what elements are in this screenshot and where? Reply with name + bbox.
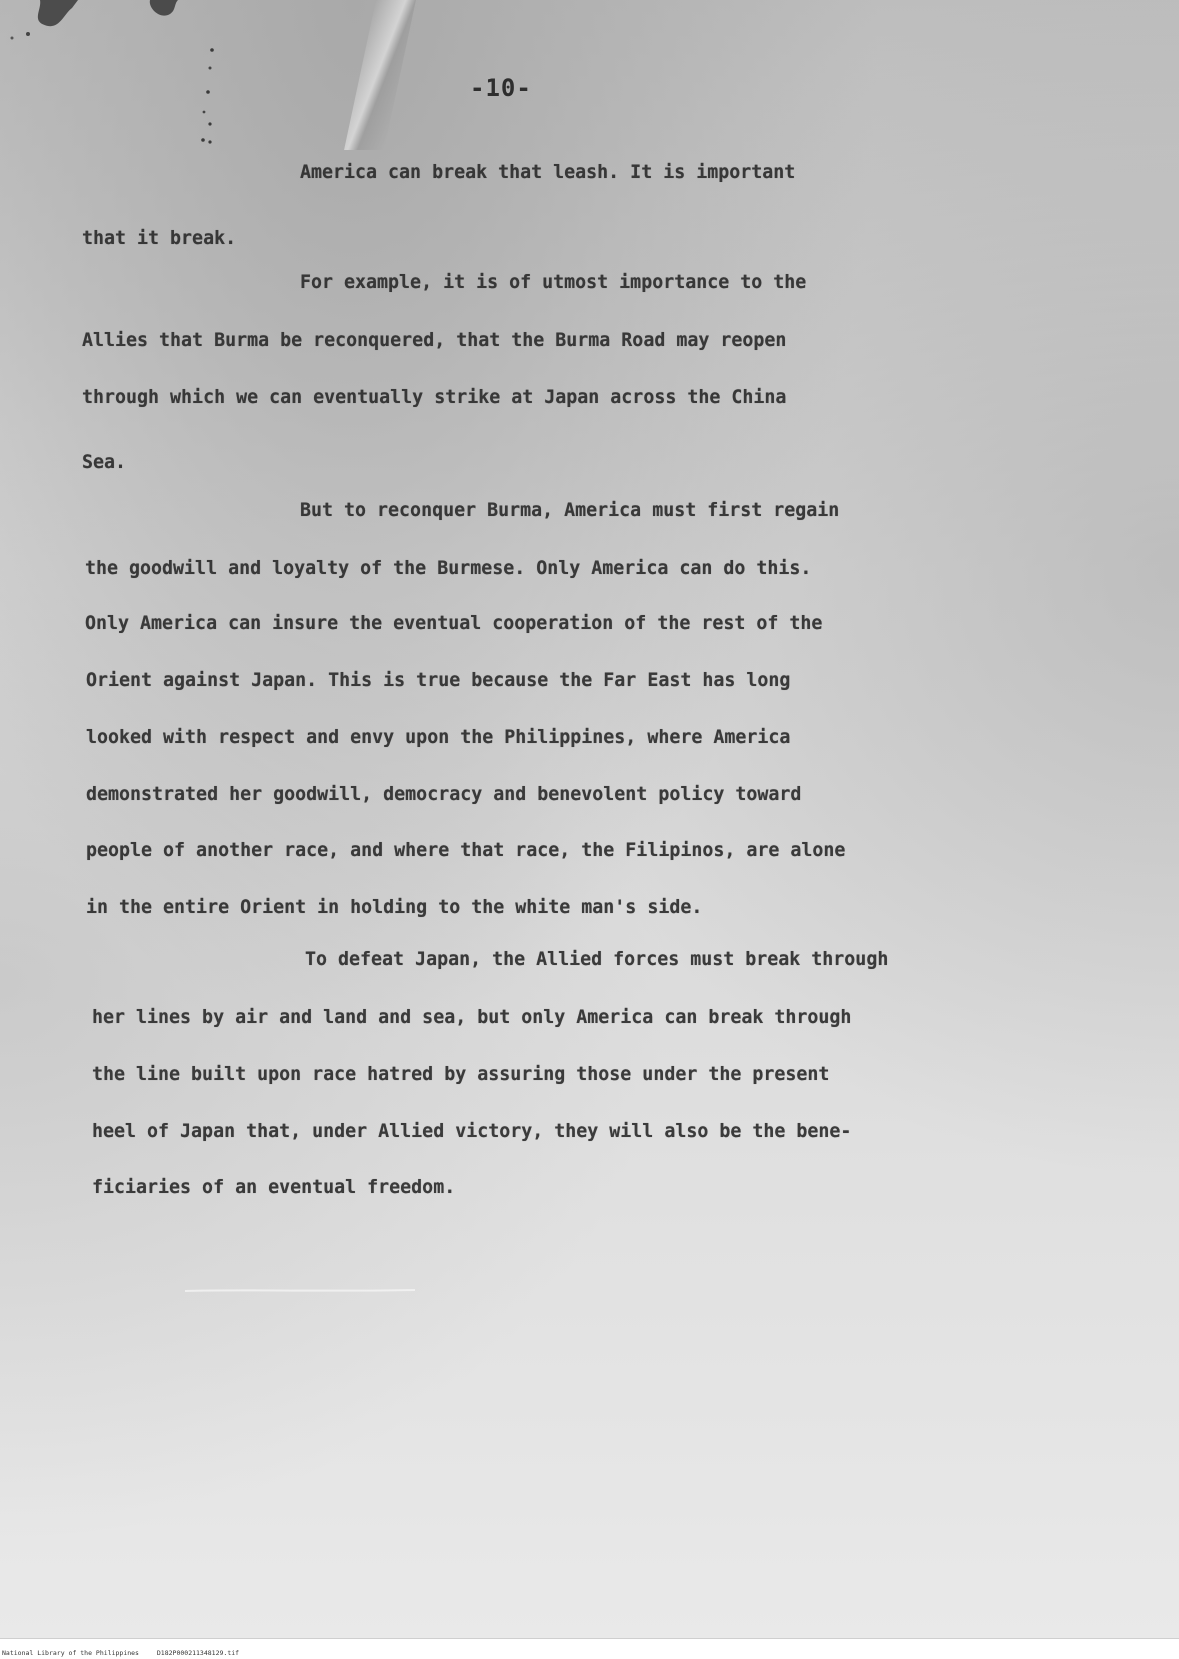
footer-file-id: D182P000211348129.tif: [156, 1649, 240, 1657]
page-number: -10-: [470, 74, 532, 102]
body-line: demonstrated her goodwill, democracy and benevolent policy toward: [86, 784, 802, 805]
body-line: the line built upon race hatred by assuring those under the present: [92, 1064, 830, 1085]
body-line: through which we can eventually strike at Japan across the China: [82, 387, 787, 408]
ink-blot-corner: [0, 0, 200, 40]
body-line: Sea.: [82, 452, 127, 473]
body-line: ficiaries of an eventual freedom.: [92, 1177, 456, 1198]
body-line: Allies that Burma be reconquered, that the Burma Road may reopen: [82, 330, 787, 351]
body-line: that it break.: [82, 228, 237, 249]
body-line: For example, it is of utmost importance to the: [300, 272, 807, 293]
body-line: America can break that leash. It is important: [300, 162, 796, 183]
body-line: in the entire Orient in holding to the white man's side.: [86, 897, 703, 918]
paper-fold-crease: [344, 0, 416, 150]
paper-scuff-mark: [185, 1288, 415, 1294]
footer-institution: National Library of the Philippines: [2, 1649, 139, 1657]
body-line: Only America can insure the eventual cooperation of the rest of the: [85, 613, 823, 634]
body-line: But to reconquer Burma, America must first regain: [300, 500, 840, 521]
body-line: Orient against Japan. This is true because the Far East has long: [86, 670, 791, 691]
body-line: the goodwill and loyalty of the Burmese. Only America can do this.: [85, 558, 812, 579]
body-line: heel of Japan that, under Allied victory, they will also be the bene-: [92, 1121, 852, 1142]
ink-specks: [190, 40, 230, 160]
body-line: her lines by air and land and sea, but only America can break through: [92, 1007, 852, 1028]
body-line: To defeat Japan, the Allied forces must break through: [305, 949, 889, 970]
body-line: people of another race, and where that race, the Filipinos, are alone: [86, 840, 846, 861]
body-line: looked with respect and envy upon the Philippines, where America: [86, 727, 791, 748]
scan-footer: [2, 1649, 253, 1657]
